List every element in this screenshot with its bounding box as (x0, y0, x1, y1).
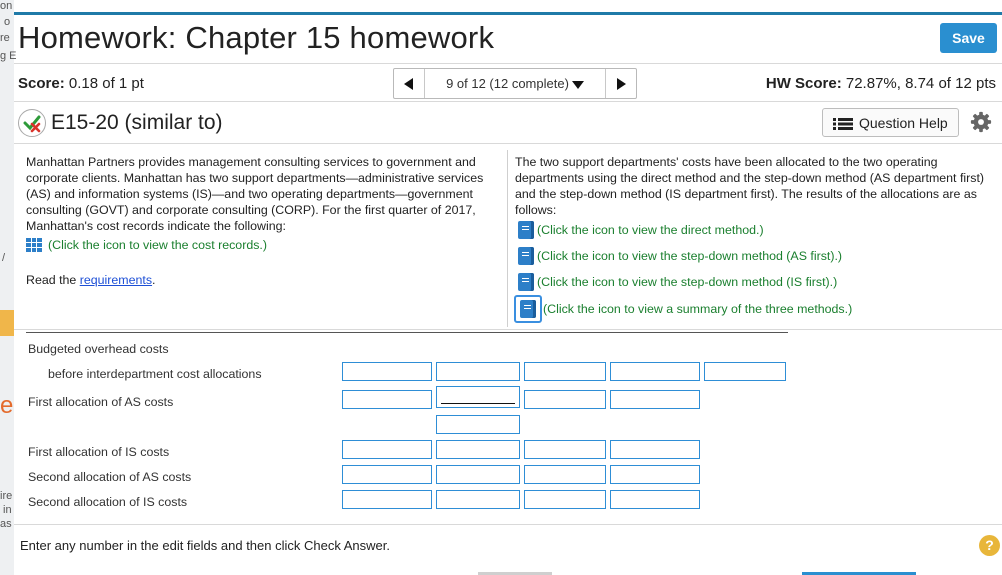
divider (14, 63, 1002, 64)
score-value: 0.18 of 1 pt (68, 75, 144, 92)
score-label: Score: (18, 75, 65, 92)
row-label-budgeted: Budgeted overhead costs (28, 342, 169, 356)
answer-input[interactable] (524, 390, 606, 409)
hw-score-value: 72.87%, 8.74 of 12 pts (845, 75, 996, 92)
requirements-suffix: . (152, 273, 156, 287)
answer-input[interactable] (436, 465, 520, 484)
score-display (18, 75, 144, 92)
book-icon (520, 300, 536, 318)
strip-fragment: ire (0, 490, 13, 502)
answer-input[interactable] (610, 362, 700, 381)
row-label-first-is: First allocation of IS costs (28, 445, 170, 459)
list-icon (833, 118, 853, 130)
step-down-is-first-link-text: (Click the icon to view the step-down method (IS first).) (537, 275, 838, 289)
answer-input[interactable] (342, 490, 432, 509)
answer-input[interactable] (436, 386, 520, 408)
save-button[interactable]: Save (940, 23, 997, 53)
book-icon (518, 221, 534, 239)
row-label-before-allocations: before interdepartment cost allocations (48, 367, 262, 381)
answer-input[interactable] (704, 362, 786, 381)
answer-input[interactable] (610, 465, 700, 484)
left-strip-letter: e (0, 392, 14, 419)
hw-score-label: HW Score: (765, 75, 842, 92)
answer-input[interactable] (524, 465, 606, 484)
gear-icon[interactable] (970, 111, 992, 133)
summary-of-methods-link[interactable] (514, 295, 852, 323)
previous-question-button[interactable] (394, 69, 425, 98)
help-button[interactable]: ? (979, 535, 1000, 556)
requirements-link[interactable]: requirements (79, 273, 153, 287)
row-label-second-is: Second allocation of IS costs (28, 495, 188, 509)
next-question-button[interactable] (605, 69, 636, 98)
strip-fragment: / (2, 252, 6, 264)
answer-input[interactable] (436, 440, 520, 459)
question-selector[interactable] (425, 69, 605, 98)
cost-records-link[interactable] (26, 238, 267, 252)
strip-fragment: as (0, 518, 12, 530)
row-label-first-as: First allocation of AS costs (28, 395, 174, 409)
answer-input[interactable] (524, 440, 606, 459)
divider (14, 143, 1002, 144)
strip-fragment: in (3, 504, 12, 516)
strip-fragment: o (4, 16, 11, 28)
direct-method-link[interactable] (518, 221, 764, 239)
answer-input[interactable] (524, 490, 606, 509)
left-edge-strip (0, 0, 17, 575)
question-help-button[interactable] (822, 108, 959, 137)
arrow-right-icon (617, 78, 626, 90)
subtotal-underline (441, 403, 515, 404)
divider (14, 524, 1002, 525)
left-strip-yellow-tab (0, 310, 14, 336)
divider (14, 101, 1002, 102)
answer-input[interactable] (342, 440, 432, 459)
step-down-as-first-link-text: (Click the icon to view the step-down method (AS first).) (537, 249, 843, 263)
row-label-second-as: Second allocation of AS costs (28, 470, 192, 484)
selected-icon-frame (514, 295, 542, 323)
answer-input[interactable] (524, 362, 606, 381)
answer-input[interactable] (436, 415, 520, 434)
summary-of-methods-link-text: (Click the icon to view a summary of the three methods.) (543, 302, 853, 316)
answer-input[interactable] (342, 390, 432, 409)
answer-input[interactable] (610, 390, 700, 409)
question-navigator (393, 68, 637, 99)
panel-divider (507, 150, 508, 327)
hw-score-display (766, 75, 996, 92)
step-down-is-first-link[interactable] (518, 273, 837, 291)
top-accent-bar (14, 12, 1002, 15)
table-top-rule (26, 332, 788, 333)
table-icon (26, 238, 42, 252)
question-title: E15-20 (similar to) (51, 111, 223, 134)
question-help-label: Question Help (859, 115, 948, 131)
direct-method-link-text: (Click the icon to view the direct method.) (537, 223, 764, 237)
caret-down-icon (572, 81, 584, 89)
page-title: Homework: Chapter 15 homework (18, 20, 495, 55)
answer-input[interactable] (610, 440, 700, 459)
question-position: 9 of 12 (12 complete) (446, 76, 569, 91)
arrow-left-icon (404, 78, 413, 90)
allocation-description: The two support departments' costs have been allocated to the two operating departments using the direct method and the step-down method (AS department first) and the step-down method (IS department first). The results of the allocations are as follows: (515, 155, 985, 217)
step-down-as-first-link[interactable] (518, 247, 842, 265)
cost-records-link-text: (Click the icon to view the cost records.) (48, 238, 267, 252)
requirements-line (26, 273, 156, 287)
answer-input[interactable] (342, 465, 432, 484)
problem-description: Manhattan Partners provides management consulting services to government and corporate clients. Manhattan has two support departments—administrative services (AS) and information systems (IS)—and two operating departments—government consulting (GOVT) and corporate consulting (CORP). For the first quarter of 2017, Manhattan's cost records indicate the following: (26, 155, 484, 233)
strip-fragment: g E (0, 50, 17, 62)
book-icon (518, 247, 534, 265)
answer-input[interactable] (436, 490, 520, 509)
answer-input[interactable] (610, 490, 700, 509)
requirements-prefix: Read the (26, 273, 80, 287)
answer-input[interactable] (342, 362, 432, 381)
partial-credit-icon (18, 109, 46, 137)
instruction-text: Enter any number in the edit fields and then click Check Answer. (20, 538, 390, 553)
book-icon (518, 273, 534, 291)
strip-fragment: on (0, 0, 13, 12)
divider (14, 329, 1002, 330)
answer-input[interactable] (436, 362, 520, 381)
strip-fragment: re (0, 32, 10, 44)
